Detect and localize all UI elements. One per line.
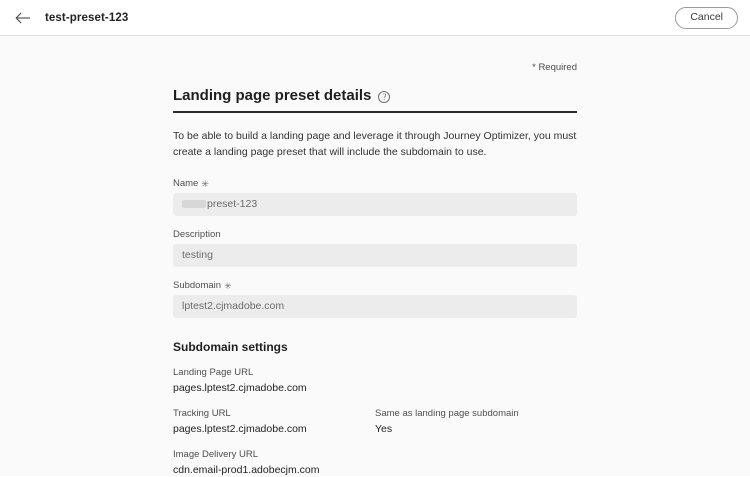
form-container (173, 36, 577, 476)
empty-block (375, 367, 577, 394)
description-input[interactable] (173, 244, 577, 267)
image-delivery-url-block (173, 449, 375, 476)
field-label-text: Subdomain (173, 279, 222, 291)
field-label-text: Description (173, 228, 221, 240)
landing-page-url-label: Landing Page URL (173, 366, 254, 378)
image-delivery-url-label: Image Delivery URL (173, 448, 258, 460)
arrow-left-icon[interactable] (12, 7, 34, 29)
section-title-label: Landing page preset details (173, 87, 372, 104)
required-asterisk-icon: ✳ (201, 178, 209, 189)
subsection-title: Subdomain settings (173, 339, 288, 354)
name-input-value: preset-123 (207, 198, 258, 211)
field-label-text: Name (173, 177, 199, 189)
field-subdomain (173, 280, 577, 318)
same-as-landing-page-block (375, 408, 577, 435)
title-divider (173, 111, 577, 113)
section-description: To be able to build a landing page and leverage it through Journey Optimizer, you must create a landing page preset that will include the subdomain to use. (173, 130, 577, 159)
same-as-landing-page-value: Yes (375, 422, 393, 435)
redaction-block (182, 200, 206, 208)
section-title (173, 87, 577, 104)
image-delivery-url-value: cdn.email-prod1.adobecjm.com (173, 463, 320, 476)
field-label (173, 178, 577, 189)
page-body (0, 36, 750, 476)
required-asterisk-icon: ✳ (224, 280, 232, 291)
subdomain-input[interactable] (173, 295, 577, 318)
field-label (173, 229, 577, 240)
cancel-button[interactable]: Cancel (675, 7, 738, 29)
landing-page-url-value: pages.lptest2.cjmadobe.com (173, 381, 307, 394)
top-bar-actions (675, 7, 738, 29)
subdomain-input-value: lptest2.cjmadobe.com (182, 300, 285, 313)
tracking-url-label: Tracking URL (173, 407, 231, 419)
same-as-landing-page-label: Same as landing page subdomain (375, 407, 519, 419)
required-note: * Required (532, 62, 577, 73)
subdomain-settings-grid (173, 367, 577, 476)
tracking-url-value: pages.lptest2.cjmadobe.com (173, 422, 307, 435)
description-input-value: testing (182, 249, 213, 262)
name-input[interactable] (173, 193, 577, 216)
top-bar (0, 0, 750, 36)
page-title: test-preset-123 (45, 11, 129, 24)
field-label (173, 280, 577, 291)
field-description (173, 229, 577, 267)
tracking-url-block (173, 408, 375, 435)
info-icon[interactable]: ? (378, 91, 390, 103)
landing-page-url-block (173, 367, 375, 394)
field-name (173, 178, 577, 216)
